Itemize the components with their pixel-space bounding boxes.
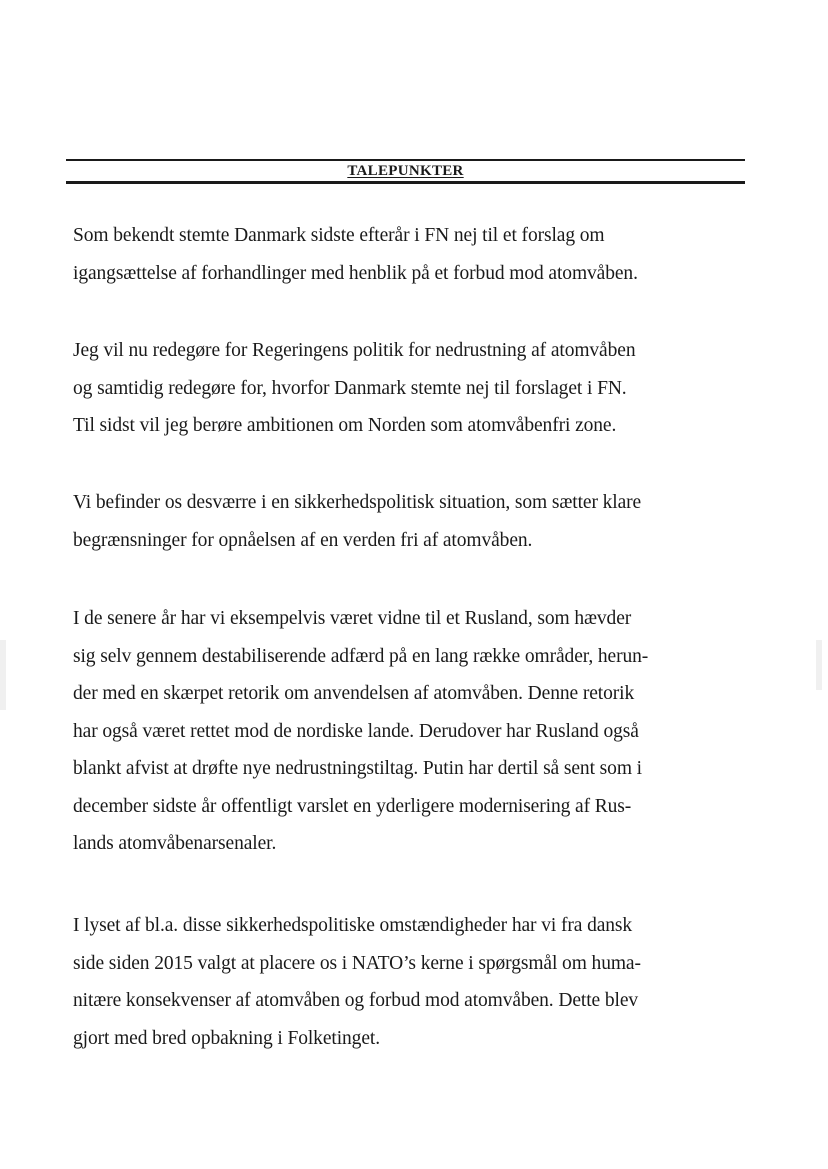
paragraph-line: blankt afvist at drøfte nye nedrustningstiltag. Putin har dertil så sent som i [73,758,642,779]
paragraph-2 [73,332,733,445]
paragraph-line: nitære konsekvenser af atomvåben og forbud mod atomvåben. Dette blev [73,990,639,1011]
paragraph-3 [73,484,733,559]
paragraph-line: der med en skærpet retorik om anvendelsen af atomvåben. Denne retorik [73,683,635,704]
paragraph-line: I lyset af bl.a. disse sikkerhedspolitiske omstændigheder har vi fra dansk [73,915,633,936]
paragraph-5 [73,907,733,1057]
paragraph-line: side siden 2015 valgt at placere os i NATO’s kerne i spørgsmål om huma- [73,952,641,974]
paragraph-line: Til sidst vil jeg berøre ambitionen om Norden som atomvåbenfri zone. [73,415,617,436]
paragraph-line: har også været rettet mod de nordiske lande. Derudover har Rusland også [73,720,639,742]
paragraph-line: gjort med bred opbakning i Folketinget. [73,1027,380,1049]
paragraph-line: I de senere år har vi eksempelvis været vidne til et Rusland, som hævder [73,608,632,629]
scan-edge-mark-left [0,640,6,710]
paragraph-1 [73,217,733,292]
paragraph-4 [73,600,733,863]
paragraph-line: lands atomvåbenarsenaler. [73,833,277,854]
document-heading: TALEPUNKTER [347,163,464,179]
paragraph-line: Som bekendt stemte Danmark sidste efterår i FN nej til et forslag om [73,225,605,246]
paragraph-line: sig selv gennem destabiliserende adfærd på en lang række områder, herun- [73,645,649,667]
paragraph-line: Vi befinder os desværre i en sikkerhedspolitisk situation, som sætter klare [73,492,642,513]
paragraph-line: igangsættelse af forhandlinger med henblik på et forbud mod atomvåben. [73,262,638,284]
scan-edge-mark-right [816,640,822,690]
paragraph-line: december sidste år offentligt varslet en yderligere modernisering af Rus- [73,795,632,817]
paragraph-line: begrænsninger for opnåelsen af en verden fri af atomvåben. [73,529,533,551]
paragraph-line: og samtidig redegøre for, hvorfor Danmark stemte nej til forslaget i FN. [73,377,627,399]
paragraph-line: Jeg vil nu redegøre for Regeringens politik for nedrustning af atomvåben [73,340,636,361]
heading-rule-bottom [66,181,745,184]
